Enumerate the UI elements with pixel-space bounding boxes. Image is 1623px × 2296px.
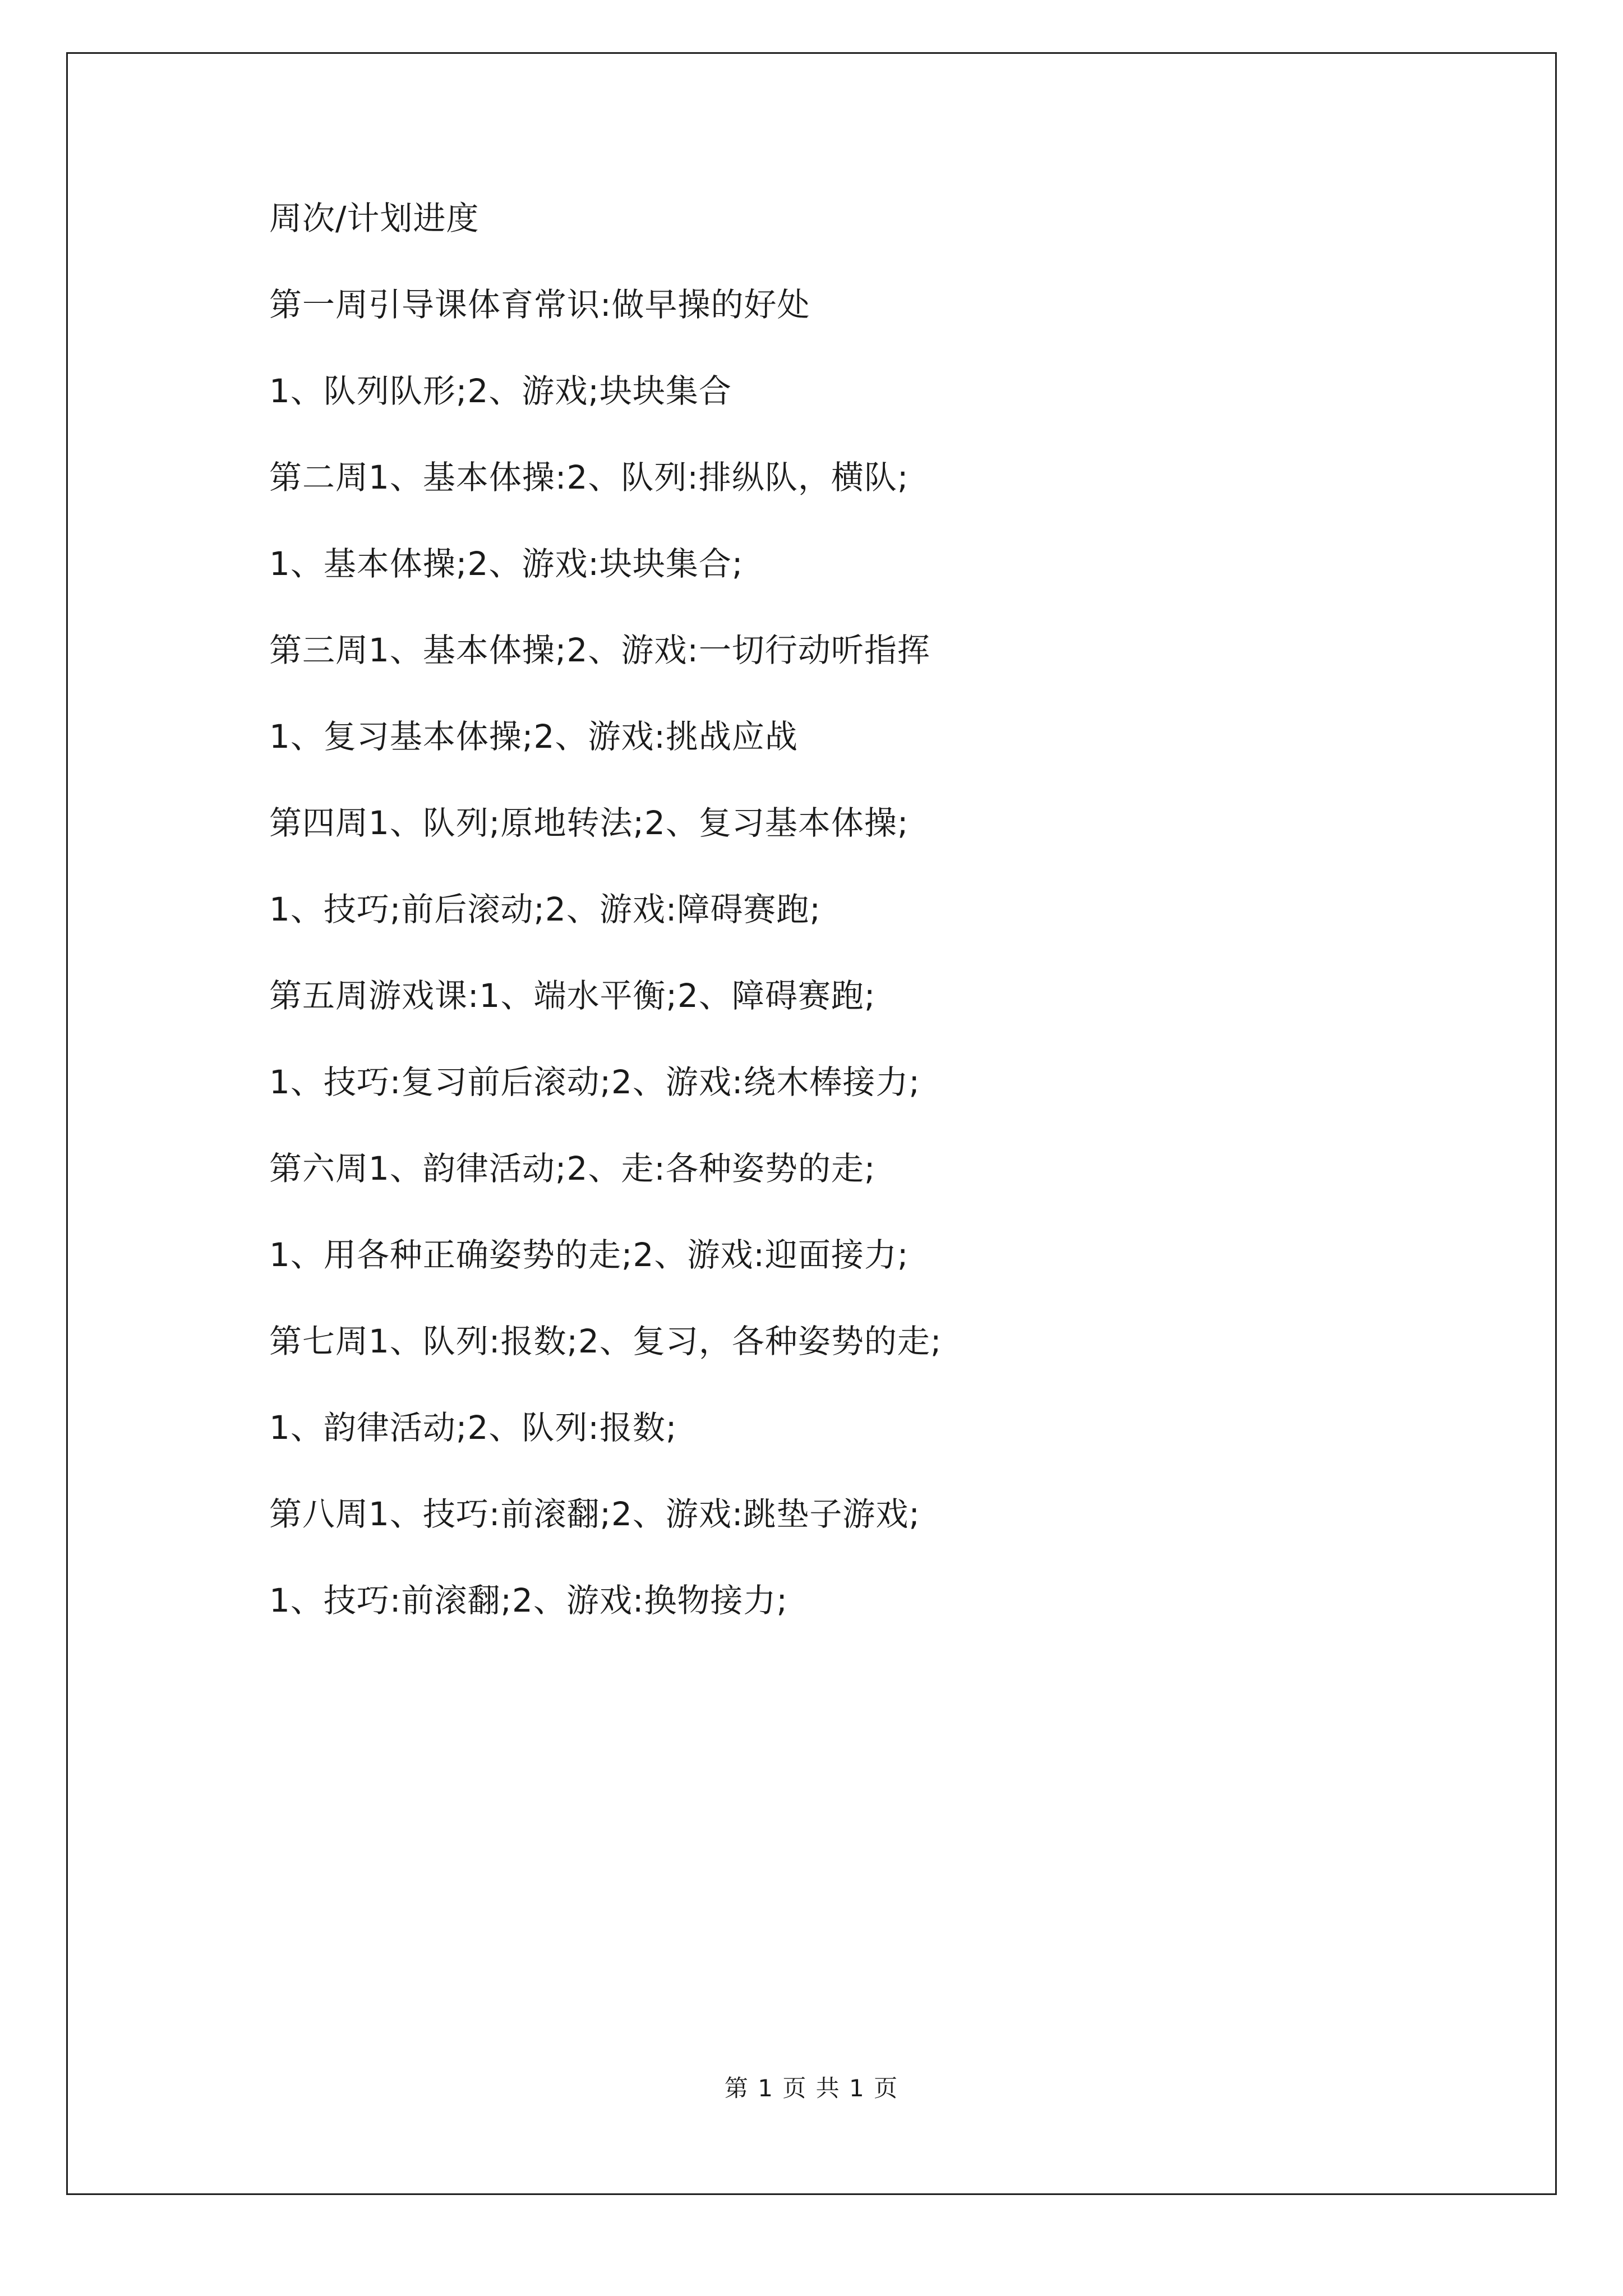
paragraph: 第七周1、队列:报数;2、复习，各种姿势的走; xyxy=(269,1322,942,1360)
paragraph: 1、韵律活动;2、队列:报数; xyxy=(269,1409,677,1447)
paragraph: 第四周1、队列;原地转法;2、复习基本体操; xyxy=(269,804,909,842)
paragraph: 1、队列队形;2、游戏;块块集合 xyxy=(269,372,732,410)
paragraph: 1、基本体操;2、游戏:块块集合; xyxy=(269,545,744,583)
paragraph: 第一周引导课体育常识:做早操的好处 xyxy=(269,286,810,324)
document-body xyxy=(269,199,1380,1671)
page-footer: 第 1 页 共 1 页 xyxy=(724,2074,899,2102)
paragraph: 1、技巧:前滚翻;2、游戏:换物接力; xyxy=(269,1581,788,1619)
paragraph: 1、用各种正确姿势的走;2、游戏:迎面接力; xyxy=(269,1236,909,1274)
paragraph: 第五周游戏课:1、端水平衡;2、障碍赛跑; xyxy=(269,977,876,1015)
paragraph: 1、复习基本体操;2、游戏:挑战应战 xyxy=(269,717,798,756)
paragraph: 第八周1、技巧:前滚翻;2、游戏:跳垫子游戏; xyxy=(269,1495,920,1533)
paragraph: 1、技巧;前后滚动;2、游戏:障碍赛跑; xyxy=(269,890,821,928)
paragraph: 第六周1、韵律活动;2、走:各种姿势的走; xyxy=(269,1149,876,1188)
paragraph: 第三周1、基本体操;2、游戏:一切行动听指挥 xyxy=(269,631,930,669)
paragraph: 第二周1、基本体操:2、队列:排纵队，横队; xyxy=(269,458,909,496)
paragraph: 1、技巧:复习前后滚动;2、游戏:绕木棒接力; xyxy=(269,1063,920,1101)
paragraph-heading: 周次/计划进度 xyxy=(269,199,479,237)
